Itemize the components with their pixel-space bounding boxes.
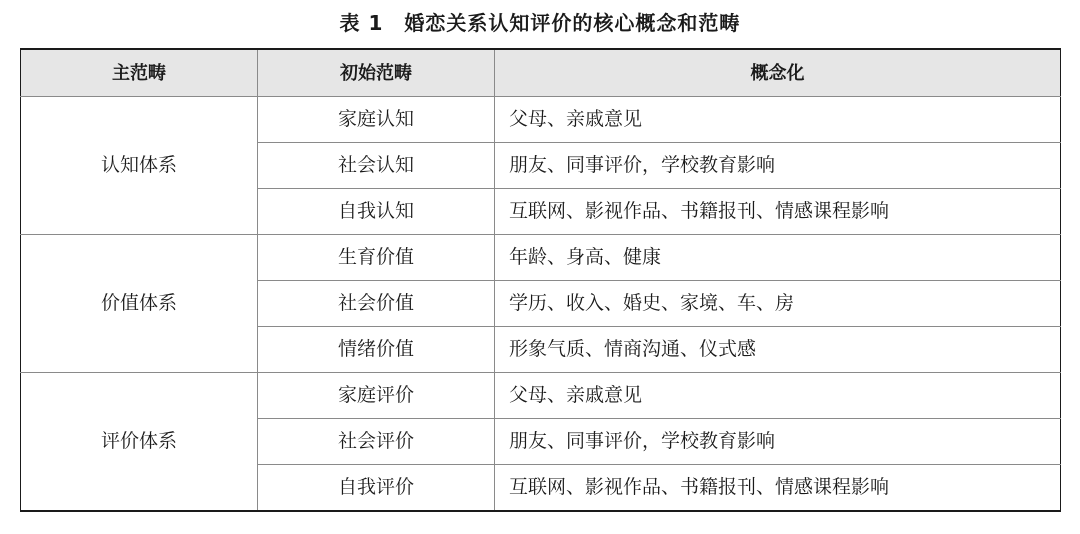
initial-category-cell: 情绪价值 — [258, 327, 495, 373]
initial-category-cell: 自我认知 — [258, 189, 495, 235]
header-initial-category: 初始范畴 — [258, 49, 495, 97]
initial-category-cell: 社会评价 — [258, 419, 495, 465]
header-conceptualization: 概念化 — [495, 49, 1061, 97]
initial-category-cell: 家庭认知 — [258, 97, 495, 143]
table-row — [21, 373, 1061, 419]
table-header-row — [21, 49, 1061, 97]
initial-category-cell: 社会价值 — [258, 281, 495, 327]
initial-category-cell: 社会认知 — [258, 143, 495, 189]
table-row — [21, 97, 1061, 143]
concept-cell: 朋友、同事评价，学校教育影响 — [495, 419, 1061, 465]
category-table — [20, 48, 1061, 512]
main-category-cell: 评价体系 — [21, 373, 258, 512]
concept-cell: 年龄、身高、健康 — [495, 235, 1061, 281]
concept-cell: 父母、亲戚意见 — [495, 97, 1061, 143]
table-row — [21, 235, 1061, 281]
header-main-category: 主范畴 — [21, 49, 258, 97]
initial-category-cell: 自我评价 — [258, 465, 495, 512]
concept-cell: 学历、收入、婚史、家境、车、房 — [495, 281, 1061, 327]
concept-cell: 互联网、影视作品、书籍报刊、情感课程影响 — [495, 465, 1061, 512]
main-category-cell: 价值体系 — [21, 235, 258, 373]
concept-cell: 父母、亲戚意见 — [495, 373, 1061, 419]
concept-cell: 互联网、影视作品、书籍报刊、情感课程影响 — [495, 189, 1061, 235]
concept-cell: 形象气质、情商沟通、仪式感 — [495, 327, 1061, 373]
initial-category-cell: 生育价值 — [258, 235, 495, 281]
initial-category-cell: 家庭评价 — [258, 373, 495, 419]
concept-cell: 朋友、同事评价，学校教育影响 — [495, 143, 1061, 189]
main-category-cell: 认知体系 — [21, 97, 258, 235]
table-caption: 表 1 婚恋关系认知评价的核心概念和范畴 — [339, 11, 741, 35]
